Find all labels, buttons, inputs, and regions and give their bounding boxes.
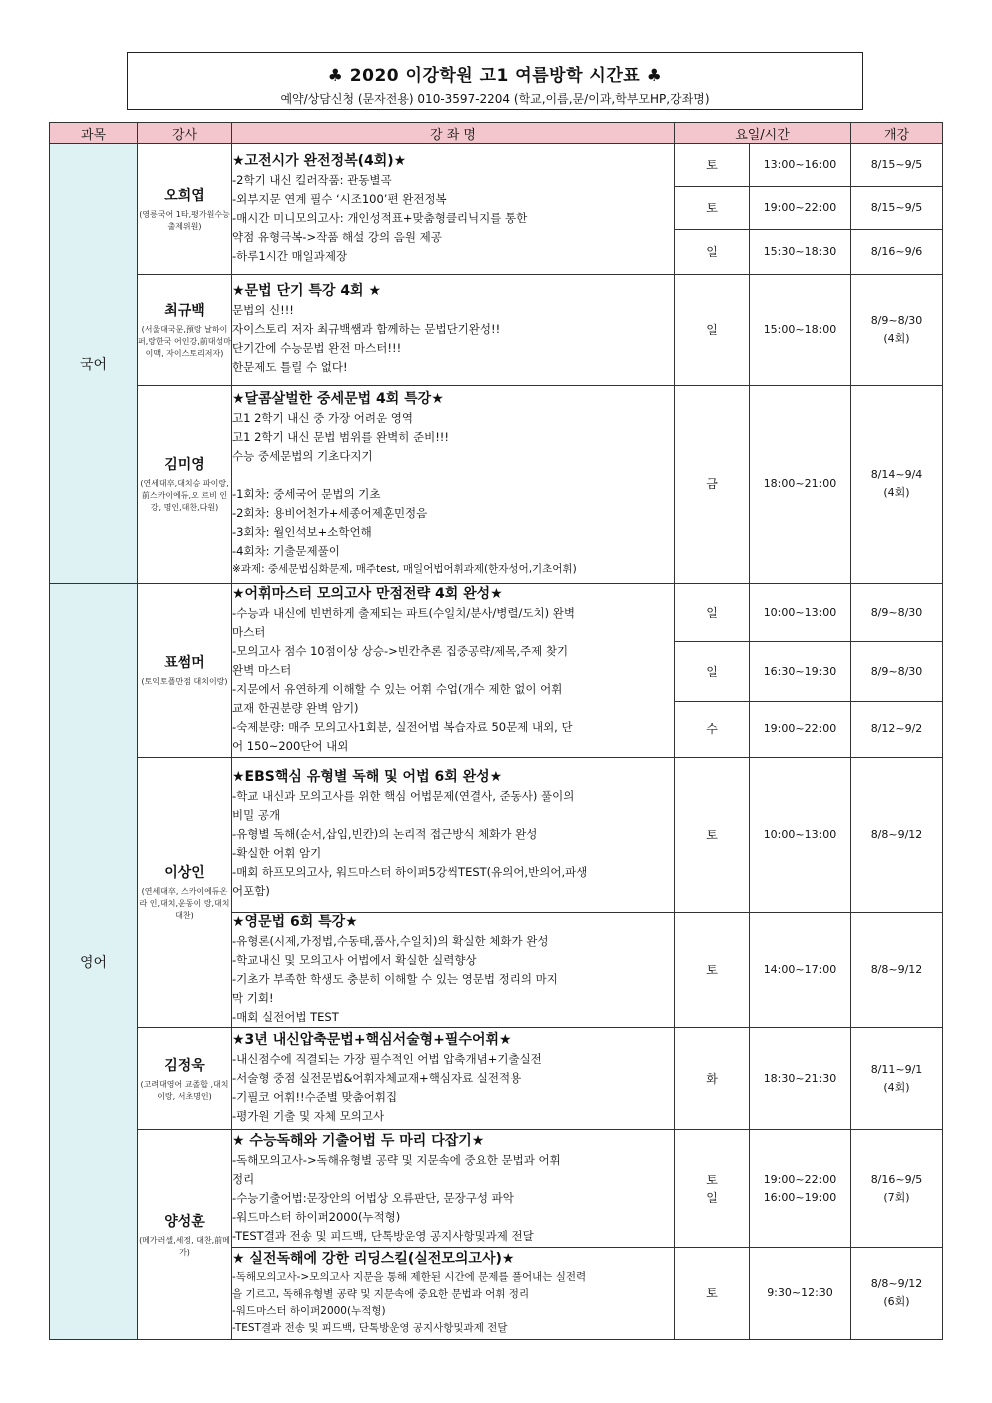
course-line: -1회차: 중세국어 문법의 기초 xyxy=(232,487,381,502)
period-cell: 8/16~9/6 xyxy=(851,230,943,275)
period-cell xyxy=(851,1247,943,1339)
col-course: 강 좌 명 xyxy=(232,123,675,144)
table-row xyxy=(50,1028,943,1130)
teacher-cell xyxy=(138,757,232,1028)
course-cell xyxy=(232,385,675,583)
period-cell: 8/15~9/5 xyxy=(851,187,943,230)
course-line: -매회 실전어법 TEST xyxy=(232,1010,339,1025)
session-count: (7회) xyxy=(883,1190,910,1204)
teacher-cell xyxy=(138,584,232,757)
time-cell: 18:30~21:30 xyxy=(750,1028,851,1130)
course-line: 교재 한권분량 완벽 암기) xyxy=(232,700,359,715)
table-row xyxy=(50,1130,943,1247)
course-line: -기필코 어휘!!수준별 맞춤어휘집 xyxy=(232,1090,398,1105)
teacher-name: 이상인 xyxy=(164,865,205,882)
course-line: 마스터 xyxy=(232,624,266,639)
time-cell: 18:00~21:00 xyxy=(750,385,851,583)
period-cell: 8/9~8/30 xyxy=(851,584,943,642)
time-cell: 9:30~12:30 xyxy=(750,1247,851,1339)
table-row xyxy=(50,275,943,385)
course-cell xyxy=(232,1130,675,1247)
period-range: 8/11~9/1 xyxy=(870,1062,923,1076)
course-line: -서술형 중점 실전문법&어휘자체교재+핵심자료 실전적용 xyxy=(232,1071,522,1086)
course-cell xyxy=(232,912,675,1027)
time-cell: 15:30~18:30 xyxy=(750,230,851,275)
course-line: 한문제도 틀릴 수 없다! xyxy=(232,360,348,375)
time-cell: 10:00~13:00 xyxy=(750,757,851,912)
course-line: -수능기출어법:문장안의 어법상 오류판단, 문장구성 파악 xyxy=(232,1190,514,1205)
course-line: -확실한 어휘 암기 xyxy=(232,846,322,861)
course-line: 자이스토리 저자 최규백쌤과 함께하는 문법단기완성!! xyxy=(232,322,501,337)
teacher-name: 김미영 xyxy=(164,457,205,474)
course-line: 약점 유형극복->작품 해설 강의 음원 제공 xyxy=(232,230,442,245)
course-line: -독해모의고사->모의고사 지문을 통해 제한된 시간에 문제를 풀어내는 실전력 xyxy=(232,1270,587,1283)
course-line: 고1 2학기 내신 문법 범위를 완벽히 준비!!! xyxy=(232,430,450,445)
course-line: -유형별 독해(순서,삽입,빈칸)의 논리적 접근방식 체화가 완성 xyxy=(232,827,538,842)
subject-korean: 국어 xyxy=(50,144,138,584)
teacher-name: 김정욱 xyxy=(164,1057,205,1074)
course-line: -외부지문 연계 필수 ‘시조100’편 완전정복 xyxy=(232,192,447,207)
page-title: ♣ 2020 이강학원 고1 여름방학 시간표 ♣ xyxy=(327,66,663,86)
course-cell xyxy=(232,1028,675,1130)
time-cell: 19:00~22:00 xyxy=(750,187,851,230)
teacher-name: 양성훈 xyxy=(164,1213,205,1230)
table-row xyxy=(50,757,943,912)
course-line: -독해모의고사->독해유형별 공략 및 지문속에 중요한 문법과 어휘 xyxy=(232,1152,561,1167)
day-cell xyxy=(675,1130,750,1247)
course-cell xyxy=(232,275,675,385)
period-cell xyxy=(851,275,943,385)
course-title: ★문법 단기 특강 4회 ★ xyxy=(232,283,382,300)
period-range: 8/8~9/12 xyxy=(870,1277,923,1291)
course-line: -평가원 기출 및 자체 모의고사 xyxy=(232,1109,385,1124)
day-cell: 일 xyxy=(675,642,750,702)
day-value: 일 xyxy=(706,1190,718,1205)
time-cell: 10:00~13:00 xyxy=(750,584,851,642)
time-value: 19:00~22:00 xyxy=(763,1172,837,1186)
teacher-cell xyxy=(138,1028,232,1130)
title-box xyxy=(127,52,863,110)
day-cell: 토 xyxy=(675,1247,750,1339)
day-cell: 토 xyxy=(675,144,750,187)
course-line: -TEST결과 전송 및 피드백, 단톡방운영 공지사항및과제 전달 xyxy=(232,1228,534,1243)
course-line: -TEST결과 전송 및 피드백, 단톡방운영 공지사항및과제 전달 xyxy=(232,1321,508,1334)
period-range: 8/14~9/4 xyxy=(870,468,923,482)
teacher-note: (서울대국문,預랑 날하이퍼,랑한국 어인강,前대성마 이맥, 자이스토리저자) xyxy=(138,324,231,358)
day-cell: 금 xyxy=(675,385,750,583)
day-cell: 토 xyxy=(675,187,750,230)
course-line: -기초가 부족한 학생도 충분히 이해할 수 있는 영문법 정리의 마지 xyxy=(232,972,558,987)
teacher-cell xyxy=(138,144,232,275)
course-line: 막 기회! xyxy=(232,991,274,1006)
course-title: ★달콤살벌한 중세문법 4회 특강★ xyxy=(232,391,444,408)
course-line: 단기간에 수능문법 완전 마스터!!! xyxy=(232,341,402,356)
teacher-name: 오희엽 xyxy=(164,188,205,205)
table-row xyxy=(50,144,943,187)
time-value: 16:00~19:00 xyxy=(763,1190,837,1204)
table-row xyxy=(50,584,943,642)
course-cell xyxy=(232,757,675,912)
period-cell xyxy=(851,385,943,583)
teacher-name: 표썸머 xyxy=(164,655,205,672)
course-line: -학교 내신과 모의고사를 위한 핵심 어법문제(연결사, 준동사) 풀이의 xyxy=(232,789,575,804)
session-count: (4회) xyxy=(883,331,910,345)
teacher-cell xyxy=(138,275,232,385)
time-cell: 15:00~18:00 xyxy=(750,275,851,385)
session-count: (4회) xyxy=(883,486,910,500)
course-line: -하루1시간 매일과제장 xyxy=(232,249,348,264)
period-cell: 8/8~9/12 xyxy=(851,912,943,1027)
teacher-note: (토익토플만점 대치이랑) xyxy=(141,677,228,687)
course-line: -내신점수에 직결되는 가장 필수적인 어법 압축개념+기출실전 xyxy=(232,1052,542,1067)
course-line-spacer xyxy=(232,466,674,485)
course-line: 어 150~200단어 내외 xyxy=(232,738,349,753)
teacher-cell xyxy=(138,1130,232,1340)
course-line: -2학기 내신 킬러작품: 관동별곡 xyxy=(232,173,392,188)
course-line: -4회차: 기출문제풀이 xyxy=(232,544,340,559)
col-subject: 과목 xyxy=(50,123,138,144)
teacher-cell xyxy=(138,385,232,583)
course-line: -3회차: 월인석보+소학언해 xyxy=(232,525,372,540)
day-cell: 일 xyxy=(675,230,750,275)
time-cell: 13:00~16:00 xyxy=(750,144,851,187)
teacher-note: (메가러셀,세정, 대찬,前메가) xyxy=(139,1235,230,1257)
time-cell: 19:00~22:00 xyxy=(750,702,851,757)
course-title: ★ 실전독해에 강한 리딩스킬(실전모의고사)★ xyxy=(232,1250,515,1267)
course-line: 정리 xyxy=(232,1171,255,1186)
teacher-note: (고려대영어 교졸합 ,대치이랑, 서초명인) xyxy=(140,1079,229,1101)
time-cell: 16:30~19:30 xyxy=(750,642,851,702)
course-line: 문법의 신!!! xyxy=(232,303,294,318)
period-cell xyxy=(851,1028,943,1130)
course-line: -숙제분량: 매주 모의고사1회분, 실전어법 복습자료 50문제 내외, 단 xyxy=(232,719,573,734)
period-cell: 8/15~9/5 xyxy=(851,144,943,187)
course-line: -워드마스터 하이퍼2000(누적형) xyxy=(232,1304,386,1317)
col-schedule: 요일/시간 xyxy=(675,123,851,144)
course-title: ★3년 내신압축문법+핵심서술형+필수어휘★ xyxy=(232,1032,512,1049)
course-title: ★ 수능독해와 기출어법 두 마리 다잡기★ xyxy=(232,1132,485,1149)
course-line: -2회차: 용비어천가+세종어제훈민정음 xyxy=(232,506,428,521)
col-teacher: 강사 xyxy=(138,123,232,144)
period-cell xyxy=(851,1130,943,1247)
course-line: 비밀 공개 xyxy=(232,808,281,823)
course-line: -유형론(시제,가정법,수동태,품사,수일치)의 확실한 체화가 완성 xyxy=(232,934,549,949)
teacher-note: (연세대卒,대치승 파이랑, 前스카이에듀,오 르비 인강, 명인,대찬,다원) xyxy=(140,479,229,513)
course-cell xyxy=(232,584,675,757)
contact-info: 예약/상담신청 (문자전용) 010-3597-2204 (학교,이름,문/이과,학부모HP,강좌명) xyxy=(280,92,710,106)
teacher-name: 최규백 xyxy=(164,302,205,319)
course-line: -매회 하프모의고사, 워드마스터 하이퍼5강씩TEST(유의어,반의어,파생 xyxy=(232,865,588,880)
subject-english: 영어 xyxy=(50,584,138,1340)
timetable xyxy=(49,122,943,1340)
day-cell: 화 xyxy=(675,1028,750,1130)
time-cell xyxy=(750,1130,851,1247)
course-line: 을 기르고, 독해유형별 공략 및 지문속에 중요한 문법과 어휘 정리 xyxy=(232,1287,530,1300)
course-title: ★고전시가 완전정복(4회)★ xyxy=(232,153,407,170)
course-line: 완벽 마스터 xyxy=(232,662,292,677)
day-cell: 일 xyxy=(675,584,750,642)
course-line: -수능과 내신에 빈번하게 출제되는 파트(수일치/분사/병렬/도치) 완벽 xyxy=(232,605,575,620)
course-line: ※과제: 중세문법심화문제, 매주test, 매일어법어휘과제(한자성어,기초어휘) xyxy=(232,563,577,576)
period-cell: 8/8~9/12 xyxy=(851,757,943,912)
day-cell: 토 xyxy=(675,912,750,1027)
course-line: -매시간 미니모의고사: 개인성적표+맞춤형클리닉지를 통한 xyxy=(232,211,528,226)
teacher-note: (연세대卒, 스카이에듀온라 인,대치,운동이 랑,대치대찬) xyxy=(139,887,230,921)
course-line: -학교내신 및 모의고사 어법에서 확실한 실력향상 xyxy=(232,953,477,968)
course-line: 어포함) xyxy=(232,884,270,899)
course-line: 고1 2학기 내신 중 가장 어려운 영역 xyxy=(232,411,413,426)
day-cell: 수 xyxy=(675,702,750,757)
course-title: ★EBS핵심 유형별 독해 및 어법 6회 완성★ xyxy=(232,769,503,786)
course-line: -모의고사 점수 10점이상 상승->빈칸추론 집중공략/제목,주제 찾기 xyxy=(232,643,569,658)
course-line: -지문에서 유연하게 이해할 수 있는 어휘 수업(개수 제한 없이 어휘 xyxy=(232,681,563,696)
course-cell xyxy=(232,1247,675,1339)
period-cell: 8/12~9/2 xyxy=(851,702,943,757)
session-count: (6회) xyxy=(883,1295,910,1309)
col-period: 개강 xyxy=(851,123,943,144)
course-title: ★영문법 6회 특강★ xyxy=(232,914,358,931)
course-line: -워드마스터 하이퍼2000(누적형) xyxy=(232,1209,401,1224)
session-count: (4회) xyxy=(883,1080,910,1094)
period-range: 8/9~8/30 xyxy=(870,313,923,327)
teacher-note: (영릉국어 1타,평가원수능 출제위원) xyxy=(139,210,230,232)
course-cell xyxy=(232,144,675,275)
period-range: 8/16~9/5 xyxy=(870,1172,923,1186)
header-row xyxy=(50,123,943,144)
course-line: 수능 중세문법의 기초다지기 xyxy=(232,449,373,464)
day-cell: 일 xyxy=(675,275,750,385)
time-cell: 14:00~17:00 xyxy=(750,912,851,1027)
period-cell: 8/9~8/30 xyxy=(851,642,943,702)
table-row xyxy=(50,385,943,583)
course-title: ★어휘마스터 모의고사 만점전략 4회 완성★ xyxy=(232,585,503,602)
day-value: 토 xyxy=(706,1172,718,1187)
day-cell: 토 xyxy=(675,757,750,912)
